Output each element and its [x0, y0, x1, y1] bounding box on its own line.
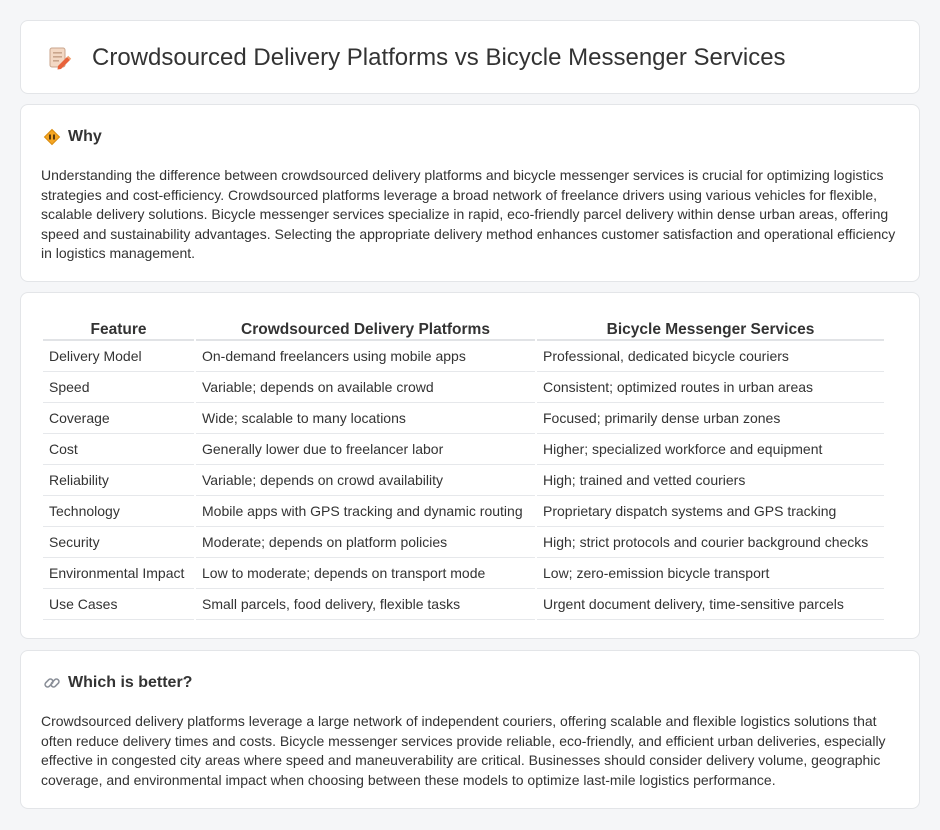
bicycle-cell: Proprietary dispatch systems and GPS tracking [537, 496, 884, 527]
bicycle-cell: Professional, dedicated bicycle couriers [537, 341, 884, 372]
table-row [43, 341, 884, 372]
feature-cell: Delivery Model [43, 341, 194, 372]
better-text: Crowdsourced delivery platforms leverage a large network of independent couriers, offering scalable and flexible logistics solutions that often reduce delivery times and costs. Bicycle messenger services provide reliable, eco-friendly, and efficient urban deliveries, especially effective in congested city areas where speed and maneuverability are critical. Businesses should consider delivery volume, geographic coverage, and environmental impact when choosing between these models to optimize last-mile logistics performance. [41, 713, 886, 788]
crowdsourced-cell: Variable; depends on crowd availability [196, 465, 535, 496]
feature-cell: Security [43, 527, 194, 558]
crowdsourced-cell: Small parcels, food delivery, flexible tasks [196, 589, 535, 620]
table-row [43, 496, 884, 527]
table-row [43, 527, 884, 558]
table-header-row [43, 315, 884, 341]
crowdsourced-cell: On-demand freelancers using mobile apps [196, 341, 535, 372]
crowdsourced-cell: Moderate; depends on platform policies [196, 527, 535, 558]
which-better-section [20, 650, 920, 809]
bicycle-cell: Focused; primarily dense urban zones [537, 403, 884, 434]
crowdsourced-cell: Mobile apps with GPS tracking and dynamic routing [196, 496, 535, 527]
table-row [43, 589, 884, 620]
title-row [46, 44, 786, 72]
table-row [43, 465, 884, 496]
feature-cell: Environmental Impact [43, 558, 194, 589]
bicycle-cell: Consistent; optimized routes in urban areas [537, 372, 884, 403]
bicycle-cell: Low; zero-emission bicycle transport [537, 558, 884, 589]
feature-cell: Cost [43, 434, 194, 465]
edit-document-icon [46, 45, 72, 71]
why-heading: Why [68, 128, 102, 145]
feature-cell: Coverage [43, 403, 194, 434]
why-heading-row [43, 128, 102, 146]
feature-cell: Speed [43, 372, 194, 403]
better-heading-row [43, 674, 192, 692]
table-row [43, 558, 884, 589]
crowdsourced-cell: Wide; scalable to many locations [196, 403, 535, 434]
feature-cell: Use Cases [43, 589, 194, 620]
feature-cell: Technology [43, 496, 194, 527]
table-row [43, 372, 884, 403]
feature-cell: Reliability [43, 465, 194, 496]
crowdsourced-cell: Generally lower due to freelancer labor [196, 434, 535, 465]
header-feature: Feature [43, 315, 194, 341]
diamond-sign-icon [43, 128, 61, 146]
link-icon [43, 674, 61, 692]
bicycle-cell: Urgent document delivery, time-sensitive parcels [537, 589, 884, 620]
why-section [20, 104, 920, 282]
bicycle-cell: High; strict protocols and courier background checks [537, 527, 884, 558]
better-heading: Which is better? [68, 674, 193, 691]
table-row [43, 403, 884, 434]
header-crowdsourced: Crowdsourced Delivery Platforms [196, 315, 535, 341]
crowdsourced-cell: Low to moderate; depends on transport mode [196, 558, 535, 589]
comparison-section [20, 292, 920, 639]
title-card [20, 20, 920, 94]
bicycle-cell: Higher; specialized workforce and equipment [537, 434, 884, 465]
comparison-table [41, 315, 886, 620]
table-row [43, 434, 884, 465]
header-bicycle: Bicycle Messenger Services [537, 315, 884, 341]
why-text: Understanding the difference between crowdsourced delivery platforms and bicycle messenger services is crucial for optimizing logistics strategies and cost-efficiency. Crowdsourced platforms leverage a broad network of freelance drivers using various vehicles for flexible, scalable delivery solutions. Bicycle messenger services specialize in rapid, eco-friendly parcel delivery within dense urban areas, offering speed and sustainability advantages. Selecting the appropriate delivery method enhances customer satisfaction and operational efficiency in logistics management. [41, 167, 896, 262]
bicycle-cell: High; trained and vetted couriers [537, 465, 884, 496]
crowdsourced-cell: Variable; depends on available crowd [196, 372, 535, 403]
page-title: Crowdsourced Delivery Platforms vs Bicycle Messenger Services [92, 44, 786, 71]
